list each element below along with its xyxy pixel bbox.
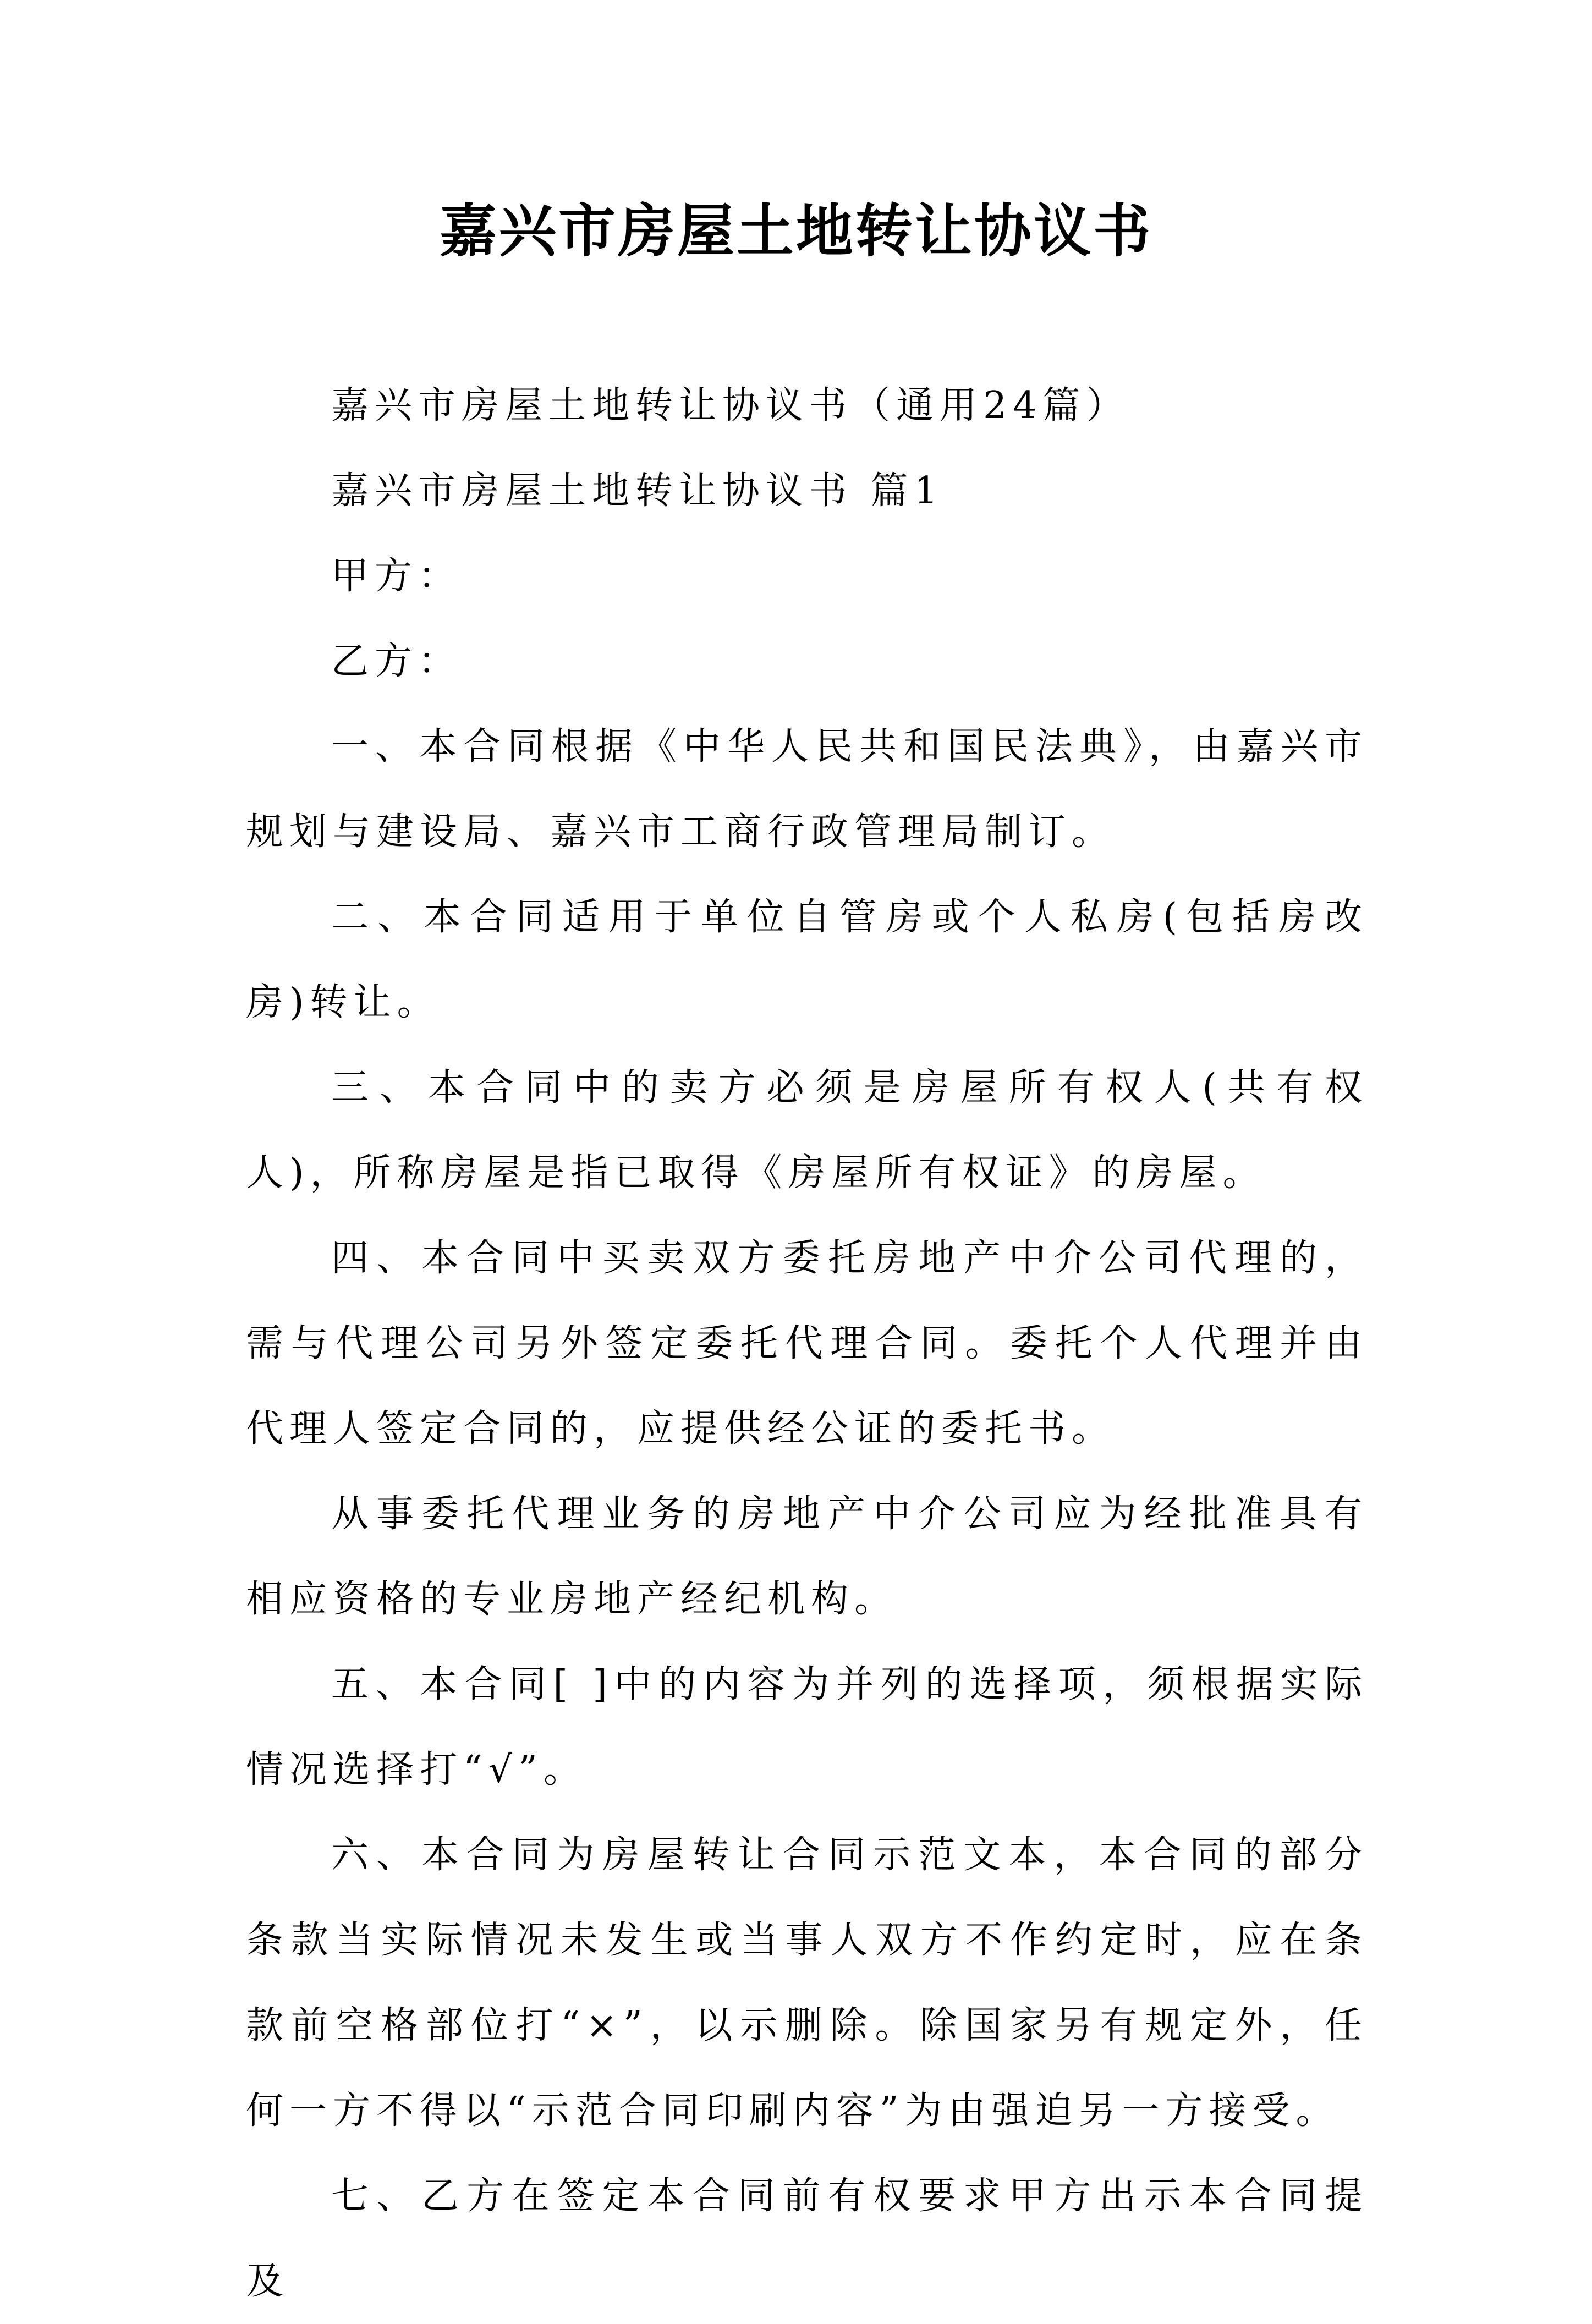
paragraph-clause-3: 三、本合同中的卖方必须是房屋所有权人(共有权人)，所称房屋是指已取得《房屋所有权证》的房屋。: [246, 1066, 1368, 1195]
paragraph-party-a: 甲方：: [331, 554, 462, 598]
document-body: [246, 363, 1368, 2324]
paragraph-party-b: 乙方：: [331, 640, 462, 683]
paragraph-subtitle: 嘉兴市房屋土地转让协议书（通用24篇）: [331, 384, 1130, 427]
paragraph-section-heading: 嘉兴市房屋土地转让协议书 篇1: [331, 469, 944, 513]
paragraph-clause-4: 四、本合同中买卖双方委托房地产中介公司代理的，需与代理公司另外签定委托代理合同。委托个人代理并由代理人签定合同的，应提供经公证的委托书。: [246, 1237, 1368, 1451]
paragraph-clause-2: 二、本合同适用于单位自管房或个人私房(包括房改房)转让。: [246, 895, 1368, 1024]
paragraph-clause-7: 七、乙方在签定本合同前有权要求甲方出示本合同提及: [246, 2174, 1368, 2303]
paragraph-clause-4-note: 从事委托代理业务的房地产中介公司应为经批准具有相应资格的专业房地产经纪机构。: [246, 1492, 1368, 1621]
paragraph-clause-6: 六、本合同为房屋转让合同示范文本，本合同的部分条款当实际情况未发生或当事人双方不作约定时，应在条款前空格部位打“×”，以示删除。除国家另有规定外，任何一方不得以“示范合同印刷内容”为由强迫另一方接受。: [246, 1833, 1368, 2133]
paragraph-clause-1: 一、本合同根据《中华人民共和国民法典》，由嘉兴市规划与建设局、嘉兴市工商行政管理局制订。: [246, 725, 1368, 854]
paragraph-clause-5: 五、本合同[ ]中的内容为并列的选择项，须根据实际情况选择打“√”。: [246, 1663, 1368, 1792]
document-title: 嘉兴市房屋土地转让协议书: [439, 197, 1152, 265]
